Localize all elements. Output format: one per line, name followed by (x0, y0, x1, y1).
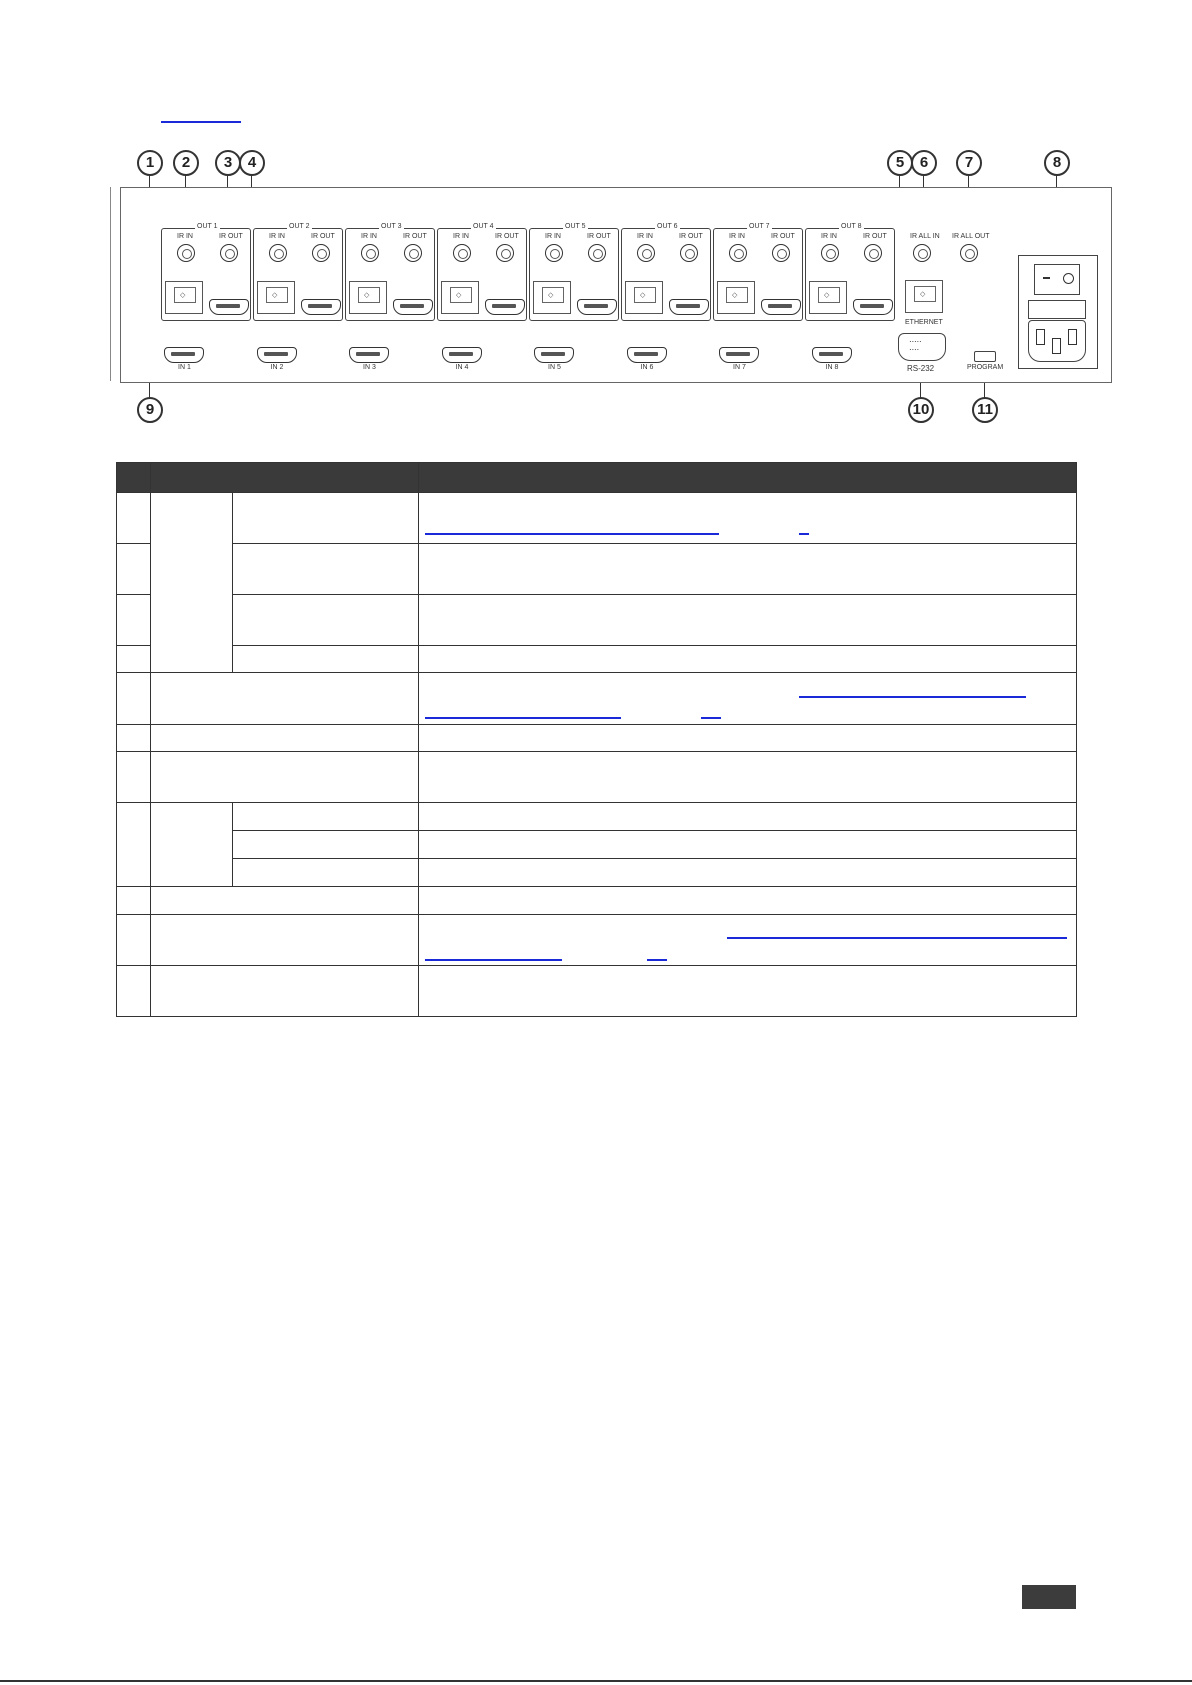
callout-6: 6 (911, 150, 937, 176)
table-group-cell-out (151, 493, 233, 673)
ir-out-jack[interactable] (864, 244, 882, 262)
ir-in-label: IR IN (177, 233, 193, 240)
ir-out-jack[interactable] (220, 244, 238, 262)
ir-out-label: IR OUT (587, 233, 611, 240)
table-row (117, 595, 1077, 646)
output-module-title: OUT 4 (473, 223, 494, 230)
power-inlet-pin-ground (1052, 338, 1061, 354)
ir-out-label: IR OUT (403, 233, 427, 240)
table-row (117, 673, 1077, 725)
hdmi-output-port[interactable] (853, 299, 893, 315)
table-row (117, 646, 1077, 673)
table-row (117, 859, 1077, 887)
ir-all-in-label: IR ALL IN (910, 233, 940, 240)
ir-out-label: IR OUT (863, 233, 887, 240)
ir-out-label: IR OUT (219, 233, 243, 240)
hdmi-input-label: IN 6 (640, 364, 654, 371)
table-link[interactable] (727, 937, 1067, 939)
hdmi-input-port[interactable] (627, 347, 667, 363)
ir-out-label: IR OUT (679, 233, 703, 240)
ir-in-label: IR IN (545, 233, 561, 240)
ir-in-jack[interactable] (637, 244, 655, 262)
hdbt-output-port[interactable] (165, 281, 203, 314)
ethernet-label: ETHERNET (905, 319, 943, 326)
table-row (117, 831, 1077, 859)
ir-in-label: IR IN (637, 233, 653, 240)
ethernet-port[interactable] (905, 280, 943, 313)
table-page-link[interactable] (701, 717, 721, 719)
ir-in-jack[interactable] (821, 244, 839, 262)
rear-panel-figure (0, 0, 1192, 430)
hdmi-output-port[interactable] (393, 299, 433, 315)
table-link[interactable] (425, 717, 621, 719)
ir-all-out-label: IR ALL OUT (952, 233, 990, 240)
ir-out-jack[interactable] (404, 244, 422, 262)
hdmi-input-label: IN 3 (363, 364, 376, 371)
hdbt-output-port[interactable] (625, 281, 663, 314)
table-group-cell-power (151, 803, 233, 887)
hdmi-input-label: IN 4 (455, 364, 469, 371)
hdbt-output-port[interactable] (717, 281, 755, 314)
callout-10: 10 (908, 397, 934, 423)
callout-4: 4 (239, 150, 265, 176)
ir-in-jack[interactable] (361, 244, 379, 262)
power-inlet-pin-right (1068, 329, 1077, 345)
hdmi-output-port[interactable] (301, 299, 341, 315)
hdmi-output-port[interactable] (669, 299, 709, 315)
ir-in-jack[interactable] (177, 244, 195, 262)
hdmi-output-port[interactable] (209, 299, 249, 315)
hdmi-input-label: IN 8 (825, 364, 839, 371)
ir-out-jack[interactable] (772, 244, 790, 262)
program-usb-port[interactable] (974, 351, 996, 362)
hdmi-output-port[interactable] (577, 299, 617, 315)
output-module-title: OUT 6 (657, 223, 678, 230)
rear-panel-feature-table (116, 462, 1077, 1017)
table-row (117, 915, 1077, 966)
ir-all-in-jack[interactable] (913, 244, 931, 262)
output-module-title: OUT 7 (749, 223, 770, 230)
hdmi-input-label: IN 1 (178, 364, 191, 371)
output-module-title: OUT 2 (289, 223, 310, 230)
power-inlet-pin-left (1036, 329, 1045, 345)
ir-in-jack[interactable] (269, 244, 287, 262)
ir-in-label: IR IN (361, 233, 377, 240)
ir-in-label: IR IN (269, 233, 285, 240)
callout-9: 9 (137, 397, 163, 423)
callout-3: 3 (215, 150, 241, 176)
hdmi-input-port[interactable] (812, 347, 852, 363)
table-row (117, 493, 1077, 544)
callout-8: 8 (1044, 150, 1070, 176)
table-row (117, 887, 1077, 915)
hdbt-output-port[interactable] (533, 281, 571, 314)
callout-1: 1 (137, 150, 163, 176)
output-module-title: OUT 8 (841, 223, 862, 230)
ir-out-label: IR OUT (495, 233, 519, 240)
hdmi-input-port[interactable] (534, 347, 574, 363)
page-number-box (1022, 1585, 1076, 1609)
callout-7: 7 (956, 150, 982, 176)
hdmi-input-label: IN 7 (733, 364, 746, 371)
table-row (117, 725, 1077, 752)
table-header-cell-function (419, 463, 1077, 493)
table-row (117, 544, 1077, 595)
ir-in-jack[interactable] (453, 244, 471, 262)
table-page-link[interactable] (647, 959, 667, 961)
table-row (117, 966, 1077, 1017)
hdmi-input-port[interactable] (442, 347, 482, 363)
chassis-rack-ear (110, 187, 121, 381)
table-link[interactable] (425, 959, 562, 961)
ir-all-out-jack[interactable] (960, 244, 978, 262)
callout-11: 11 (972, 397, 998, 423)
hdmi-input-label: IN 2 (270, 364, 284, 371)
output-module-title: OUT 1 (197, 223, 218, 230)
table-link[interactable] (425, 533, 719, 535)
footer-rule (0, 1680, 1192, 1682)
ir-out-jack[interactable] (680, 244, 698, 262)
power-switch[interactable] (1034, 264, 1080, 295)
rs232-port[interactable] (898, 333, 946, 361)
table-header-cell-num (117, 463, 151, 493)
hdbt-output-port[interactable] (349, 281, 387, 314)
fuse-holder (1028, 300, 1086, 319)
ir-in-label: IR IN (453, 233, 469, 240)
hdbt-output-port[interactable] (257, 281, 295, 314)
ir-out-jack[interactable] (312, 244, 330, 262)
rs232-label: RS-232 (907, 364, 935, 373)
table-row (117, 803, 1077, 831)
hdmi-input-label: IN 5 (548, 364, 561, 371)
ir-out-jack[interactable] (496, 244, 514, 262)
hdbt-output-port[interactable] (441, 281, 479, 314)
hdmi-output-port[interactable] (485, 299, 525, 315)
hdbt-output-port[interactable] (809, 281, 847, 314)
program-label: PROGRAM (967, 364, 1004, 371)
hdmi-input-port[interactable] (257, 347, 297, 363)
ir-in-label: IR IN (729, 233, 745, 240)
hdmi-output-port[interactable] (761, 299, 801, 315)
table-link[interactable] (799, 696, 1026, 698)
callout-2: 2 (173, 150, 199, 176)
table-header-row (117, 463, 1077, 493)
table-page-link[interactable] (799, 533, 809, 535)
output-module-title: OUT 5 (565, 223, 586, 230)
ir-out-jack[interactable] (588, 244, 606, 262)
hdmi-input-port[interactable] (349, 347, 389, 363)
ir-in-jack[interactable] (545, 244, 563, 262)
output-module-title: OUT 3 (381, 223, 402, 230)
table-row (117, 752, 1077, 803)
ir-in-label: IR IN (821, 233, 837, 240)
ir-in-jack[interactable] (729, 244, 747, 262)
hdmi-input-port[interactable] (719, 347, 759, 363)
ir-out-label: IR OUT (311, 233, 335, 240)
callout-5: 5 (887, 150, 913, 176)
hdmi-input-port[interactable] (164, 347, 204, 363)
ir-out-label: IR OUT (771, 233, 795, 240)
table-header-cell-feature (151, 463, 419, 493)
